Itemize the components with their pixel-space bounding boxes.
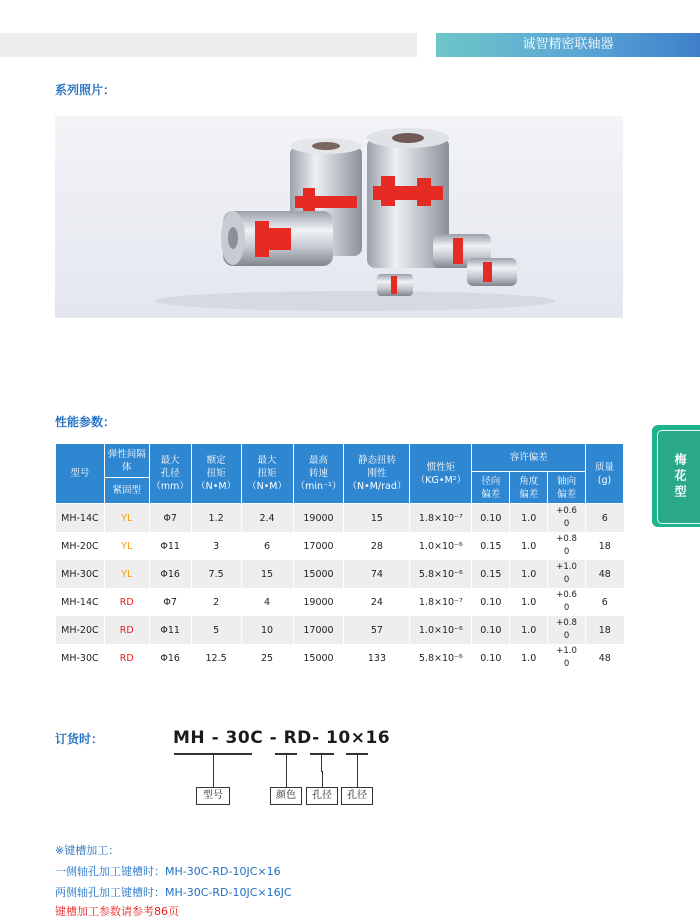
cell-max-speed: 15000 [293, 644, 344, 672]
cell-bore: Φ11 [149, 532, 191, 560]
table-row [56, 644, 624, 672]
note-one-side: 一侧轴孔加工键槽时：MH-30C-RD-10JC×16 [55, 865, 281, 878]
order-leader-color [286, 755, 287, 787]
order-code: MH - 30C - RD- 10×16 [173, 728, 391, 748]
axial-upper: +0.6 [556, 590, 577, 600]
axial-lower: 0 [563, 547, 570, 557]
table-row [56, 616, 624, 644]
order-leader-bore2 [357, 755, 358, 787]
order-label-color: 颜色 [270, 787, 302, 805]
cell-angular: 1.0 [510, 504, 548, 533]
cell-stiffness: 28 [344, 532, 410, 560]
cell-rated-torque: 12.5 [191, 644, 241, 672]
cell-bore: Φ16 [149, 560, 191, 588]
cell-angular: 1.0 [510, 560, 548, 588]
axial-upper: +0.6 [556, 506, 577, 516]
table-row [56, 504, 624, 533]
th-inertia: 惯性矩 （KG•M²） [410, 444, 472, 504]
cell-max-torque: 10 [241, 616, 293, 644]
cell-mass: 48 [586, 560, 624, 588]
cell-type: YL [104, 532, 149, 560]
cell-inertia: 1.0×10⁻⁶ [410, 532, 472, 560]
cell-inertia: 5.8×10⁻⁶ [410, 560, 472, 588]
cell-axial [548, 588, 586, 616]
th-angular: 角度 偏差 [510, 472, 548, 504]
cell-bore: Φ7 [149, 588, 191, 616]
axial-lower: 0 [563, 659, 570, 669]
cell-axial [548, 616, 586, 644]
th-model: 型号 [56, 444, 105, 504]
cell-mass: 6 [586, 504, 624, 533]
axial-lower: 0 [563, 603, 570, 613]
cell-rated-torque: 2 [191, 588, 241, 616]
order-label-bore1: 孔径 [306, 787, 338, 805]
side-tab-label: 梅花型 [657, 430, 700, 524]
cell-type: RD [104, 588, 149, 616]
cell-model: MH-20C [56, 616, 105, 644]
order-underline-bore1 [310, 753, 334, 755]
th-max-bore: 最大 孔径 （mm） [149, 444, 191, 504]
cell-angular: 1.0 [510, 532, 548, 560]
note-title: ※键槽加工： [55, 844, 120, 857]
cell-mass: 18 [586, 532, 624, 560]
th-static-stiffness: 静态扭转 刚性 （N•M/rad） [344, 444, 410, 504]
cell-model: MH-20C [56, 532, 105, 560]
cell-bore: Φ7 [149, 504, 191, 533]
table-row [56, 532, 624, 560]
cell-type: YL [104, 504, 149, 533]
cell-max-torque: 25 [241, 644, 293, 672]
cell-axial [548, 532, 586, 560]
th-axial: 轴向 偏差 [548, 472, 586, 504]
cell-type: RD [104, 616, 149, 644]
product-photo [55, 116, 623, 318]
cell-axial [548, 560, 586, 588]
cell-max-speed: 15000 [293, 560, 344, 588]
cell-inertia: 1.8×10⁻⁷ [410, 588, 472, 616]
cell-radial: 0.15 [472, 532, 510, 560]
axial-upper: +1.0 [556, 646, 577, 656]
cell-axial [548, 504, 586, 533]
cell-rated-torque: 7.5 [191, 560, 241, 588]
table-row [56, 560, 624, 588]
cell-radial: 0.10 [472, 616, 510, 644]
th-mass: 质量 (g) [586, 444, 624, 504]
order-label-model: 型号 [196, 787, 230, 805]
table-row [56, 588, 624, 616]
order-leader-bore1c [322, 771, 323, 787]
cell-mass: 18 [586, 616, 624, 644]
cell-angular: 1.0 [510, 588, 548, 616]
note-reference: 键槽加工参数请参考86页 [55, 905, 179, 918]
cell-type: YL [104, 560, 149, 588]
cell-stiffness: 15 [344, 504, 410, 533]
cell-max-speed: 17000 [293, 616, 344, 644]
cell-model: MH-30C [56, 644, 105, 672]
cell-angular: 1.0 [510, 616, 548, 644]
cell-stiffness: 24 [344, 588, 410, 616]
order-leader-bore1a [321, 755, 322, 771]
cell-mass: 6 [586, 588, 624, 616]
cell-model: MH-14C [56, 588, 105, 616]
cell-axial [548, 644, 586, 672]
cell-stiffness: 57 [344, 616, 410, 644]
cell-max-speed: 17000 [293, 532, 344, 560]
axial-upper: +1.0 [556, 562, 577, 572]
cell-max-torque: 2.4 [241, 504, 293, 533]
cell-stiffness: 133 [344, 644, 410, 672]
th-fastening: 紧固型 [104, 478, 149, 504]
note-two-side: 两侧轴孔加工键槽时：MH-30C-RD-10JC×16JC [55, 886, 292, 899]
cell-radial: 0.10 [472, 588, 510, 616]
order-label-bore2: 孔径 [341, 787, 373, 805]
cell-angular: 1.0 [510, 644, 548, 672]
section-title-order: 订货时： [55, 732, 104, 746]
cell-bore: Φ11 [149, 616, 191, 644]
cell-type: RD [104, 644, 149, 672]
cell-bore: Φ16 [149, 644, 191, 672]
cell-max-torque: 4 [241, 588, 293, 616]
th-spacer: 弹性间隔体 [104, 444, 149, 478]
coupling-illustration [55, 116, 623, 318]
th-max-speed: 最高 转速 （min⁻¹） [293, 444, 344, 504]
cell-inertia: 1.8×10⁻⁷ [410, 504, 472, 533]
cell-rated-torque: 5 [191, 616, 241, 644]
section-title-photos: 系列照片： [55, 83, 116, 97]
cell-radial: 0.15 [472, 560, 510, 588]
axial-lower: 0 [563, 631, 570, 641]
th-tolerance: 容许偏差 [472, 444, 586, 472]
axial-lower: 0 [563, 519, 570, 529]
cell-rated-torque: 3 [191, 532, 241, 560]
cell-radial: 0.10 [472, 644, 510, 672]
cell-max-torque: 6 [241, 532, 293, 560]
brand-header: 诚智精密联轴器 [436, 33, 700, 57]
spec-table [55, 443, 624, 672]
cell-max-speed: 19000 [293, 588, 344, 616]
section-title-specs: 性能参数： [55, 415, 116, 429]
cell-model: MH-14C [56, 504, 105, 533]
axial-upper: +0.8 [556, 618, 577, 628]
th-max-torque: 最大 扭矩 （N•M） [241, 444, 293, 504]
header-bar-left [0, 33, 417, 57]
axial-lower: 0 [563, 575, 570, 585]
th-rated-torque: 额定 扭矩 （N•M） [191, 444, 241, 504]
cell-radial: 0.10 [472, 504, 510, 533]
cell-inertia: 5.8×10⁻⁶ [410, 644, 472, 672]
order-leader-model [213, 755, 214, 787]
cell-max-speed: 19000 [293, 504, 344, 533]
cell-rated-torque: 1.2 [191, 504, 241, 533]
cell-mass: 48 [586, 644, 624, 672]
cell-max-torque: 15 [241, 560, 293, 588]
axial-upper: +0.8 [556, 534, 577, 544]
th-radial: 径向 偏差 [472, 472, 510, 504]
cell-stiffness: 74 [344, 560, 410, 588]
cell-model: MH-30C [56, 560, 105, 588]
cell-inertia: 1.0×10⁻⁶ [410, 616, 472, 644]
